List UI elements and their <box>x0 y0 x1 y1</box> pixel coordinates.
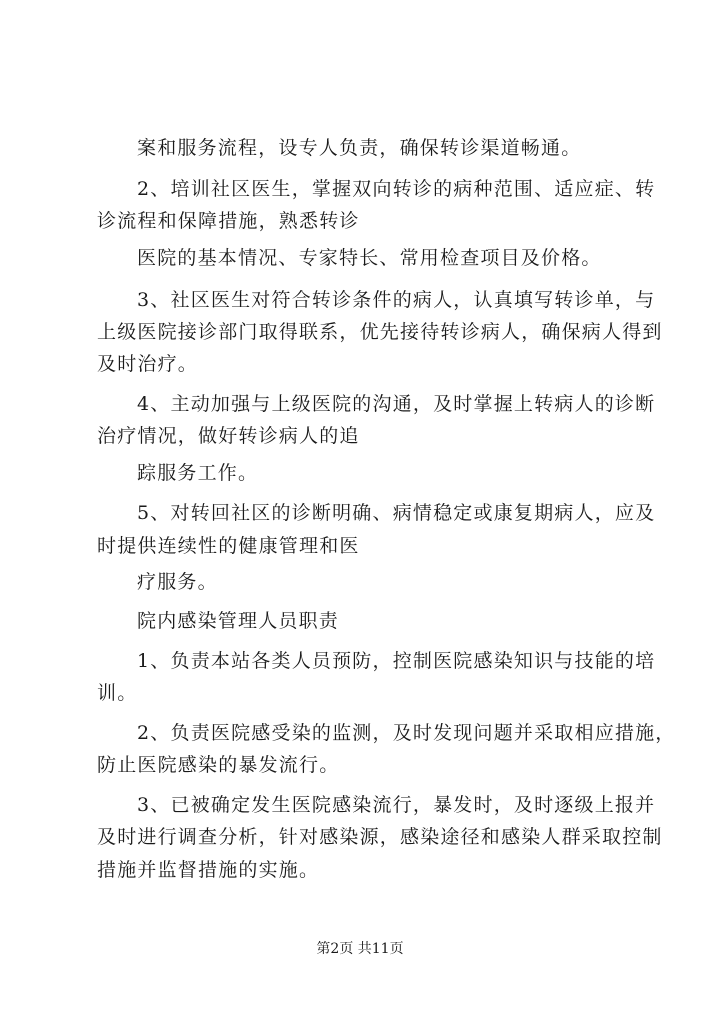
text-line: 1、负责本站各类人员预防，控制医院感染知识与技能的培 <box>137 650 656 672</box>
text-line: 时提供连续性的健康管理和医 <box>97 535 360 557</box>
text-line: 诊流程和保障措施，熟悉转诊 <box>97 210 360 232</box>
text-line: 医院的基本情况、专家特长、常用检查项目及价格。 <box>137 247 602 269</box>
text-line: 及时治疗。 <box>97 353 199 375</box>
text-line: 3、已被确定发生医院感染流行，暴发时，及时逐级上报并 <box>137 794 656 816</box>
text-line: 3、社区医生对符合转诊条件的病人，认真填写转诊单，与 <box>137 289 656 311</box>
text-line: 上级医院接诊部门取得联系，优先接待转诊病人，确保病人得到 <box>97 321 663 343</box>
text-line: 踪服务工作。 <box>137 462 259 484</box>
text-line: 5、对转回社区的诊断明确、病情稳定或康复期病人，应及 <box>137 502 656 524</box>
text-line: 4、主动加强与上级医院的沟通，及时掌握上转病人的诊断 <box>137 393 656 415</box>
text-line: 及时进行调查分析，针对感染源，感染途径和感染人群采取控制 <box>97 826 663 848</box>
text-line: 2、负责医院感受染的监测，及时发现问题并采取相应措施， <box>137 722 676 744</box>
text-line: 措施并监督措施的实施。 <box>97 859 320 881</box>
text-line: 2、培训社区医生，掌握双向转诊的病种范围、适应症、转 <box>137 178 656 200</box>
text-line: 案和服务流程，设专人负责，确保转诊渠道畅通。 <box>137 137 582 159</box>
text-line: 疗服务。 <box>137 571 218 593</box>
page-number-footer: 第2页 共11页 <box>316 941 404 957</box>
text-line: 训。 <box>97 682 138 704</box>
text-line: 防止医院感染的暴发流行。 <box>97 754 340 776</box>
text-line: 治疗情况，做好转诊病人的追 <box>97 425 360 447</box>
section-heading: 院内感染管理人员职责 <box>137 610 340 632</box>
